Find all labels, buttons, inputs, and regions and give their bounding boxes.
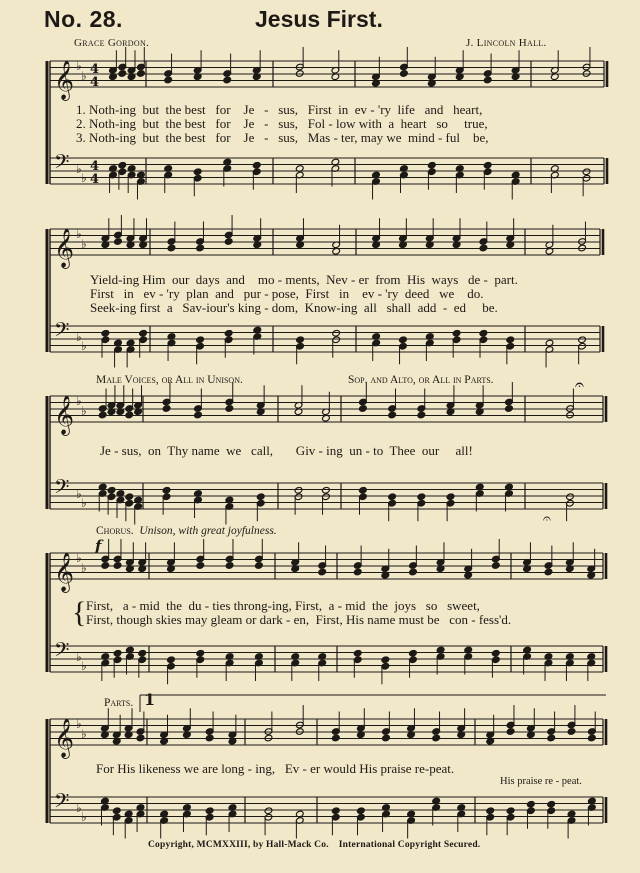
svg-text:4: 4 bbox=[90, 172, 100, 187]
label-chorus: Chorus. Unison, with great joyfulness. bbox=[96, 525, 277, 537]
hymn-number: No. 28. bbox=[44, 6, 123, 32]
svg-text:♭: ♭ bbox=[81, 561, 87, 575]
svg-text:♭: ♭ bbox=[76, 717, 82, 731]
copyright-text: Copyright, MCMXXIII, by Hall-Mack Co. bbox=[148, 840, 329, 850]
svg-text:𝄞: 𝄞 bbox=[54, 552, 75, 592]
svg-text:♭: ♭ bbox=[81, 727, 87, 741]
svg-text:𝄞: 𝄞 bbox=[54, 718, 75, 758]
svg-text:♭: ♭ bbox=[81, 237, 87, 251]
svg-text:♭: ♭ bbox=[76, 227, 82, 241]
verse-line-2: 2. Noth-ing but the best for Je - sus, Fol - low with a heart so true, bbox=[76, 116, 488, 131]
svg-text:♭: ♭ bbox=[76, 330, 82, 344]
svg-text:♭: ♭ bbox=[76, 394, 82, 408]
svg-text:♭: ♭ bbox=[76, 551, 82, 565]
verse-line-3b: Seek-ing first a Sav-iour's king - dom, Know-ing all shall add - ed be. bbox=[90, 300, 498, 315]
label-soprano-alto: Sop. and Alto, or All in Parts. bbox=[348, 374, 494, 386]
chorus-line-1: First, a - mid the du - ties throng-ing, First, a - mid the joys so sweet, bbox=[86, 598, 480, 613]
lyric-line-jesus: Je - sus, on Thy name we call, Giv - ing un - to Thee our all! bbox=[100, 443, 473, 458]
svg-text:♭: ♭ bbox=[76, 801, 82, 815]
svg-text:♭: ♭ bbox=[81, 659, 87, 673]
svg-text:𝄢: 𝄢 bbox=[54, 318, 70, 346]
verse-line-3: 3. Noth-ing but the best for Je - sus, Mas - ter, may we mind - ful be, bbox=[76, 130, 489, 145]
svg-text:4: 4 bbox=[90, 62, 100, 77]
svg-text:𝄢: 𝄢 bbox=[54, 638, 70, 666]
composer-credit: J. Lincoln Hall. bbox=[466, 37, 547, 49]
svg-text:♭: ♭ bbox=[76, 59, 82, 73]
svg-text:𝄞: 𝄞 bbox=[54, 228, 75, 268]
chorus-brace: { bbox=[72, 596, 87, 629]
performance-direction: Unison, with great joyfulness. bbox=[139, 525, 277, 537]
label-parts: Parts. bbox=[104, 697, 134, 709]
svg-text:♭: ♭ bbox=[81, 404, 87, 418]
svg-text:𝄢: 𝄢 bbox=[54, 150, 70, 178]
verse-line-1b: Yield-ing Him our days and mo - ments, Nev - er from His ways de - part. bbox=[90, 272, 518, 287]
svg-text:𝄞: 𝄞 bbox=[54, 395, 75, 435]
svg-text:♭: ♭ bbox=[76, 162, 82, 176]
svg-text:♭: ♭ bbox=[81, 496, 87, 510]
music-glyphs bbox=[54, 59, 606, 824]
lyric-echo: His praise re - peat. bbox=[500, 776, 582, 787]
svg-text:𝄢: 𝄢 bbox=[54, 475, 70, 503]
lyric-line-likeness: For His likeness we are long - ing, Ev - er would His praise re-peat. bbox=[96, 761, 455, 776]
first-ending-number: 1 bbox=[144, 690, 156, 709]
svg-text:♭: ♭ bbox=[76, 487, 82, 501]
label-male-voices: Male Voices, or All in Unison. bbox=[96, 374, 243, 386]
lyricist-credit: Grace Gordon. bbox=[74, 37, 150, 49]
forte-marking: f bbox=[95, 537, 102, 555]
copyright-notice: International Copyright Secured. bbox=[338, 840, 481, 850]
svg-text:♭: ♭ bbox=[81, 339, 87, 353]
svg-text:4: 4 bbox=[90, 159, 100, 174]
chorus-line-2: First, though skies may gleam or dark - en, First, His name must be con - fess'd. bbox=[86, 612, 512, 627]
svg-text:♭: ♭ bbox=[76, 650, 82, 664]
verse-line-2b: First in ev - 'ry plan and pur - pose, First in ev - 'ry deed we do. bbox=[90, 286, 484, 301]
hymn-title: Jesus First. bbox=[255, 6, 383, 32]
footer-copyright bbox=[148, 840, 480, 850]
svg-text:𝄐: 𝄐 bbox=[575, 375, 584, 394]
svg-text:𝄞: 𝄞 bbox=[54, 60, 75, 100]
verse-line-1: 1. Noth-ing but the best for Je - sus, First in ev - 'ry life and heart, bbox=[76, 102, 483, 117]
svg-text:𝄢: 𝄢 bbox=[54, 789, 70, 817]
svg-text:♭: ♭ bbox=[81, 810, 87, 824]
svg-text:4: 4 bbox=[90, 75, 100, 90]
svg-text:♭: ♭ bbox=[81, 171, 87, 185]
svg-text:♭: ♭ bbox=[81, 69, 87, 83]
svg-text:𝄐: 𝄐 bbox=[543, 511, 551, 527]
